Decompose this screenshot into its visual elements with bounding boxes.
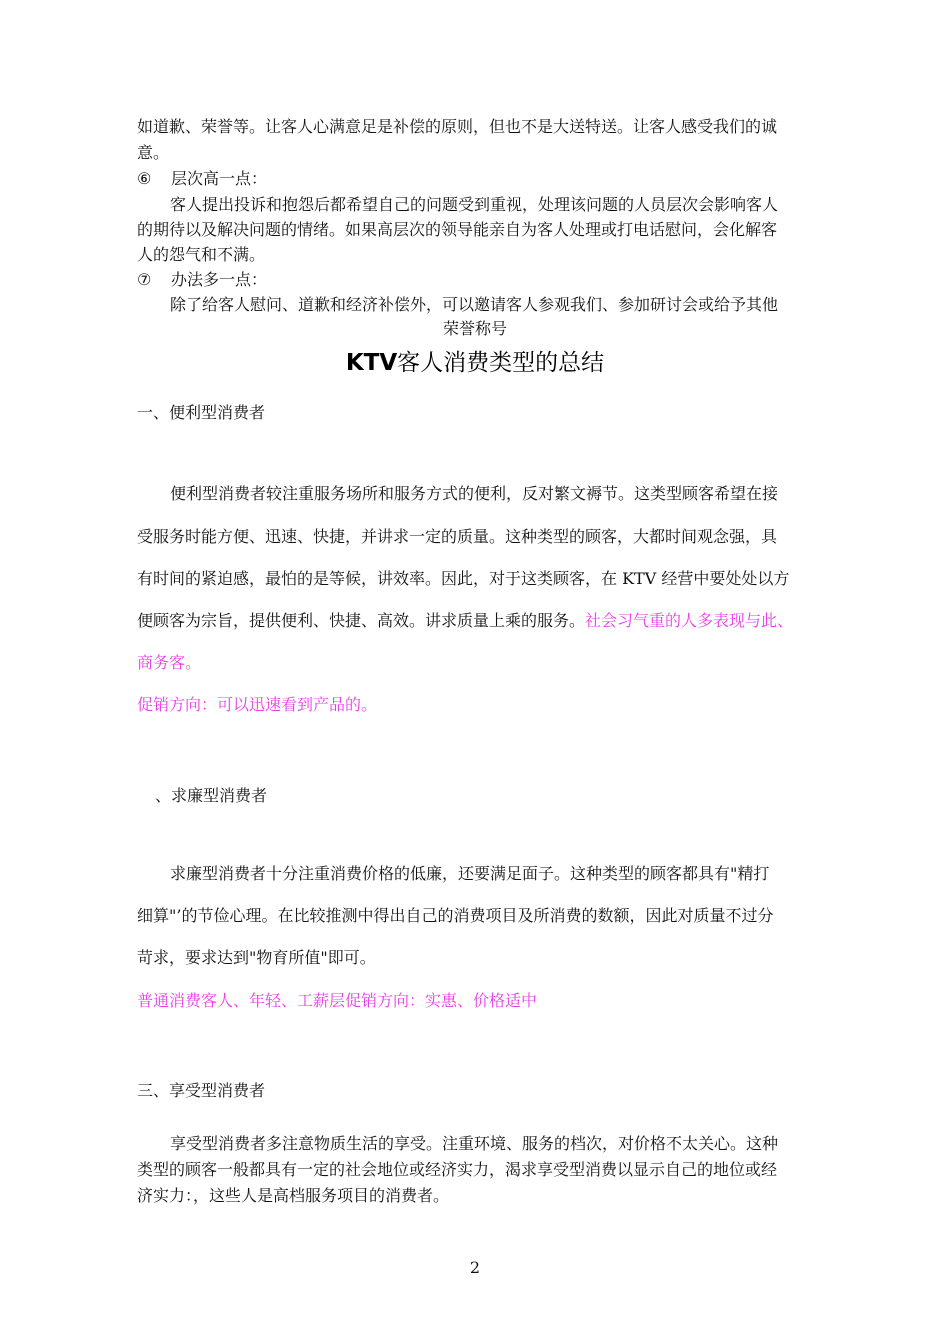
item-6-title: 层次高一点： xyxy=(171,169,268,188)
item-6-marker: ⑥ xyxy=(137,169,152,188)
section2-text: 苛求，要求达到"物育所值"即可。 xyxy=(137,948,376,967)
list-item-6-heading xyxy=(137,169,267,189)
intro-line: 如道歉、荣誉等。让客人心满意足是补偿的原则，但也不是大送特送。让客人感受我们的诚 xyxy=(137,117,778,136)
item-7-title: 办法多一点： xyxy=(171,270,268,289)
section1-text-part: 便顾客为宗旨，提供便利、快捷、高效。讲求质量上乘的服务。 xyxy=(137,611,586,630)
section1-text: 有时间的紧迫感，最怕的是等候，讲效率。因此，对于这类顾客，在 KTV 经营中要处处以方 xyxy=(137,569,790,588)
document-title xyxy=(0,348,950,378)
title-ktv: KTV xyxy=(345,350,398,376)
item-7-text: 荣誉称号 xyxy=(442,319,507,338)
item-6-text: 客人提出投诉和抱怨后都希望自己的问题受到重视，处理该问题的人员层次会影响客人 xyxy=(170,195,779,214)
title-rest: 客人消费类型的总结 xyxy=(397,350,605,376)
section3-text: 济实力：，这些人是高档服务项目的消费者。 xyxy=(137,1186,450,1205)
item-6-text: 人的怨气和不满。 xyxy=(137,245,266,264)
section1-text: 受服务时能方便、迅速、快捷，并讲求一定的质量。这种类型的顾客，大都时间观念强，具 xyxy=(137,527,778,546)
section2-text: 求廉型消费者十分注重消费价格的低廉，还要满足面子。这种类型的顾客都具有"精打 xyxy=(170,864,770,883)
section1-promo: 促销方向：可以迅速看到产品的。 xyxy=(137,695,378,714)
intro-line: 意。 xyxy=(137,143,170,162)
section-heading-enjoyment: 三、享受型消费者 xyxy=(137,1081,266,1100)
item-7-marker: ⑦ xyxy=(137,270,152,289)
section1-text: 便利型消费者较注重服务场所和服务方式的便利，反对繁文褥节。这类型顾客希望在接 xyxy=(170,484,779,503)
section1-text xyxy=(137,611,793,631)
section1-highlight: 商务客。 xyxy=(137,653,202,672)
section3-text: 类型的顾客一般都具有一定的社会地位或经济实力，渴求享受型消费以显示自己的地位或经 xyxy=(137,1160,778,1179)
section1-highlight: 社会习气重的人多表现与此、 xyxy=(585,611,794,630)
section2-text: 细算"’的节俭心理。在比较推测中得出自己的消费项目及所消费的数额，因此对质量不过分 xyxy=(137,906,774,925)
item-6-text: 的期待以及解决问题的情绪。如果高层次的领导能亲自为客人处理或打电话慰问，会化解客 xyxy=(137,220,778,239)
section-heading-budget: 、求廉型消费者 xyxy=(155,786,268,805)
page-number: 2 xyxy=(469,1258,481,1277)
item-7-text: 除了给客人慰问、道歉和经济补偿外，可以邀请客人参观我们、参加研讨会或给予其他 xyxy=(170,295,779,314)
section2-promo: 普通消费客人、年轻、工薪层促销方向：实惠、价格适中 xyxy=(137,991,538,1010)
section3-text: 享受型消费者多注意物质生活的享受。注重环境、服务的档次，对价格不太关心。这种 xyxy=(170,1134,779,1153)
list-item-7-heading xyxy=(137,270,267,290)
section-heading-convenience: 一、便利型消费者 xyxy=(137,403,266,422)
